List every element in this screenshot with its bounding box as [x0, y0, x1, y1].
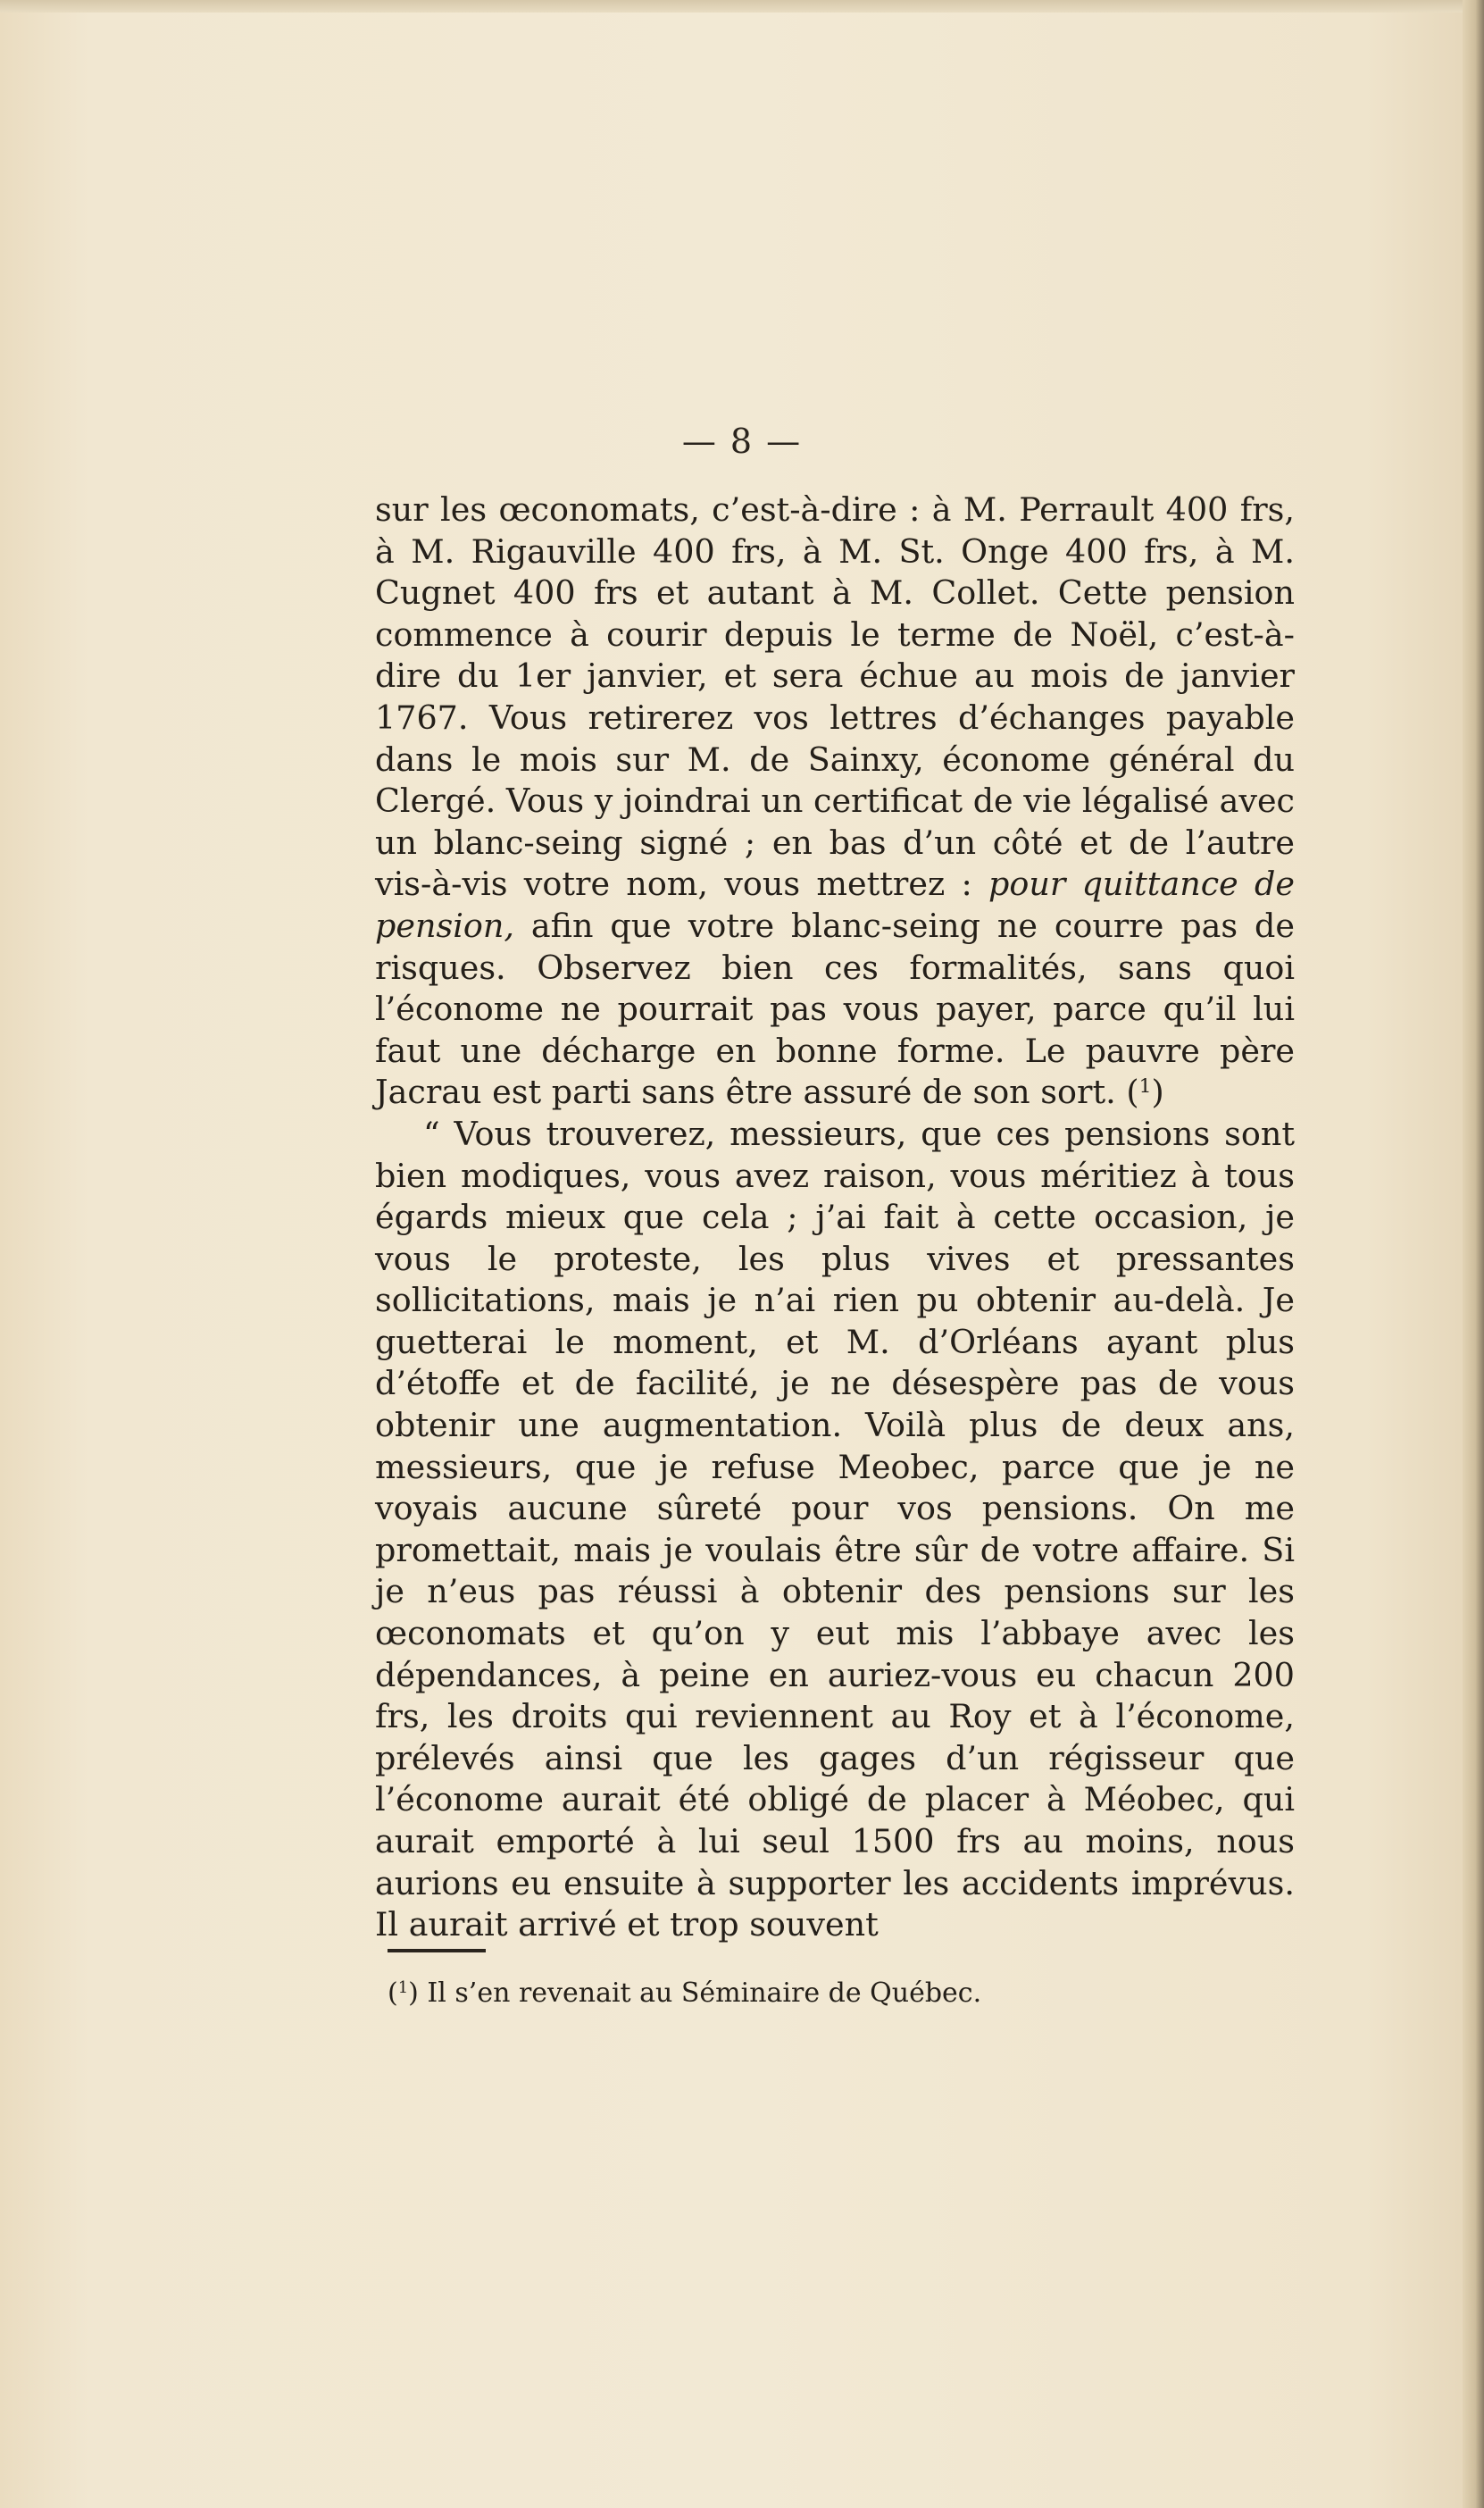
page-binding-edge — [1463, 0, 1484, 2508]
paragraph-1-italic: pour quittance de pension, — [375, 865, 1295, 945]
footnote-reference: 1 — [1138, 1075, 1152, 1099]
page-number: — 8 — — [681, 422, 803, 461]
paragraph-1-close: ) — [1151, 1073, 1164, 1112]
footnote: ($^1$) Il s’en revenait au Séminaire de Québec. — [388, 1977, 982, 2009]
paragraph-1 — [375, 489, 1295, 1114]
paragraph-1-continued: afin que votre blanc-seing ne courre pas de risques. Observez bien ces formalités, sans quoi l’économe ne pourrait pas vous payer, parce qu’il lui faut une décharge en bonne forme. Le pauvre père Jacrau est parti sans être assuré de son sort. ( — [375, 906, 1295, 1112]
paragraph-1-text: sur les œconomats, c’est-à-dire : à M. Perrault 400 frs, à M. Rigauville 400 frs, à M. St. Onge 400 frs, à M. Cugnet 400 frs et autant à M. Collet. Cette pension commence à courir depuis le terme de Noël, c’est-à-dire du 1er janvier, et sera échue au mois de janvier 1767. Vous retirerez vos lettres d’échanges payable dans le mois sur M. de Sainxy, économe général du Clergé. Vous y joindrai un certificat de vie légalisé avec un blanc-seing signé ; en bas d’un côté et de l’autre vis-à-vis votre nom, vous mettrez : — [375, 490, 1295, 904]
footnote-text: Il s’en revenait au Séminaire de Québec. — [427, 1977, 982, 2009]
paragraph-2: “ Vous trouverez, messieurs, que ces pensions sont bien modiques, vous avez raison, vous méritiez à tous égards mieux que cela ; j’ai fait à cette occasion, je vous le proteste, les plus vives et pressantes sollicitations, mais je n’ai rien pu obtenir au-delà. Je guetterai le moment, et M. d’Orléans ayant plus d’étoffe et de facilité, je ne désespère pas de vous obtenir une augmentation. Voilà plus de deux ans, messieurs, que je refuse Meobec, parce que je ne voyais aucune sûreté pour vos pensions. On me promettait, mais je voulais être sûr de votre affaire. Si je n’eus pas réussi à obtenir des pensions sur les œconomats et qu’on y eut mis l’abbaye avec les dépendances, à peine en auriez-vous eu chacun 200 frs, les droits qui reviennent au Roy et à l’économe, prélevés ainsi que les gages d’un régisseur que l’économe aurait été obligé de placer à Méobec, qui aurait emporté à lui seul 1500 frs au moins, nous aurions eu ensuite à supporter les accidents imprévus. Il aurait arrivé et trop souvent — [375, 1114, 1295, 1944]
page-top-edge — [0, 0, 1484, 13]
body-text — [375, 489, 1295, 1946]
footnote-mark: 1 — [397, 1978, 409, 1998]
footnote-divider — [388, 1949, 486, 1952]
